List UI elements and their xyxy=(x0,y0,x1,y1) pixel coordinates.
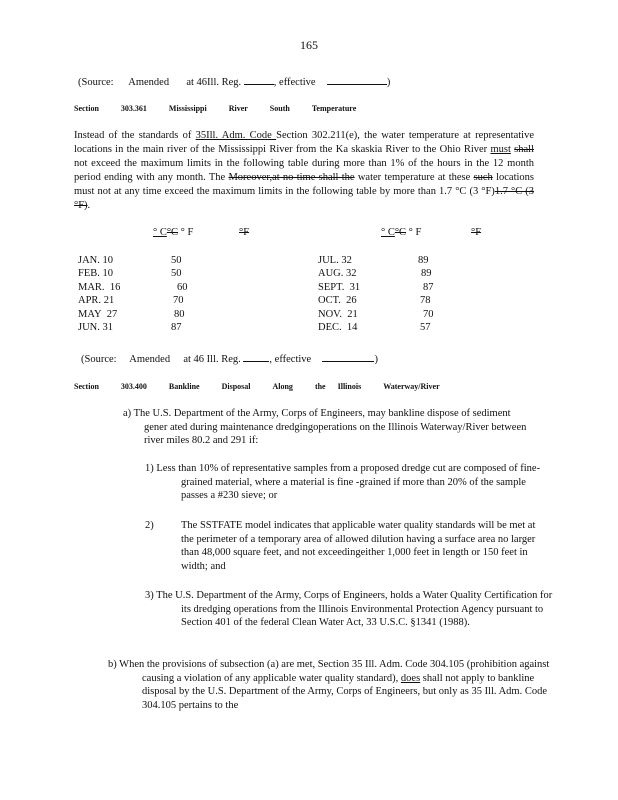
item-2-label: 2) xyxy=(145,520,154,531)
table-header-right-f xyxy=(459,227,481,238)
item-2: The SSTFATE model indicates that applicable water quality standards will be met at the perimeter of a temporary area of allowed dilution having a surface area no larger than 48,000 square feet, and not exceedingeither 1,000 feet in length or 150 feet in width; and xyxy=(181,520,536,572)
fahrenheit-cell: 78 xyxy=(420,295,431,306)
deleted-text: Moreover,at no time shall the xyxy=(228,172,355,183)
celsius-cell: 21 xyxy=(347,309,358,320)
section-code: 303.400 xyxy=(120,382,147,391)
source-label: (Source: xyxy=(81,354,117,365)
text-run: not exceed the maximum limits in the following table during more than 1% of the hours in the 12 month period ending with any month. The xyxy=(74,158,534,183)
section-word: Section xyxy=(74,382,99,391)
item-1: 1) Less than 10% of representative samples from a proposed dredge cut are composed of fine- grained material, where a material is fine -grained if more than 20% of the sample passes a #230 sieve; or xyxy=(145,463,541,501)
table-header-left-f xyxy=(229,227,249,238)
source-note xyxy=(78,74,390,88)
table-row xyxy=(78,295,114,306)
celsius-cell: 32 xyxy=(341,255,352,266)
table-row xyxy=(78,309,117,320)
section-title-word: South xyxy=(269,104,290,113)
section-title-word: Temperature xyxy=(311,104,357,113)
text-run: shall not apply to bankline disposal by the U.S. Department of the Army, Corps of Engineers, but only as 35 Ill. Adm. Code 304.105 pertains to the xyxy=(142,672,547,711)
celsius-cell: 21 xyxy=(103,295,115,306)
header-deleted: °C xyxy=(166,227,179,238)
fahrenheit-cell: 80 xyxy=(174,309,185,320)
month-cell: SEPT. xyxy=(318,282,345,293)
celsius-cell: 16 xyxy=(109,282,121,293)
deleted-text: such xyxy=(473,172,493,183)
section-heading xyxy=(74,382,462,391)
table-row xyxy=(78,268,113,279)
celsius-cell: 32 xyxy=(346,268,357,279)
blank-line xyxy=(322,351,374,362)
fahrenheit-cell: 89 xyxy=(418,255,429,266)
page-number: 165 xyxy=(300,38,318,52)
source-effective: , effective xyxy=(273,77,316,88)
month-cell: OCT. xyxy=(318,295,341,306)
month-cell: FEB. xyxy=(78,268,100,279)
source-close: ) xyxy=(374,354,378,365)
section-code: 303.361 xyxy=(120,104,147,113)
table-row xyxy=(318,322,357,333)
inserted-text: does xyxy=(400,672,421,684)
item-3: 3) The U.S. Department of the Army, Corps of Engineers, holds a Water Quality Certification for its dredging operations from the Illinois Environmental Protection Agency pursuant to Section 401 of the federal Clean Water Act, 33 U.S.C. §1341 (1988). xyxy=(145,590,553,628)
blank-line xyxy=(243,351,269,362)
fahrenheit-cell: 87 xyxy=(171,322,182,333)
subsection-a: a) The U.S. Department of the Army, Corps of Engineers, may bankline dispose of sediment gener ated during maintenance dredgingoperations on the Illinois Waterway/River between river miles 80.2 and 291 if: xyxy=(123,408,527,446)
section-title-word: River xyxy=(228,104,248,113)
celsius-cell: 14 xyxy=(346,322,358,333)
month-cell: MAY xyxy=(78,309,102,320)
celsius-cell: 27 xyxy=(106,309,118,320)
source-register: at 46Ill. Reg. xyxy=(186,77,242,88)
header-deleted: °C xyxy=(394,227,407,238)
header-celsius: ° C xyxy=(381,227,395,238)
section-word: Section xyxy=(74,104,99,113)
section-title-word: Illinois xyxy=(337,382,362,391)
text-run: . xyxy=(87,200,91,211)
month-cell: DEC. xyxy=(318,322,342,333)
header-celsius: ° C xyxy=(153,227,167,238)
section-heading xyxy=(74,104,378,113)
section-title-word: Waterway/River xyxy=(383,382,440,391)
header-fahrenheit: ° F xyxy=(406,227,422,238)
fahrenheit-cell: 50 xyxy=(171,255,182,266)
table-header-right xyxy=(381,227,421,238)
fahrenheit-cell: 57 xyxy=(420,322,431,333)
table-row xyxy=(318,309,358,320)
section-title-word: Mississippi xyxy=(168,104,207,113)
celsius-cell: 26 xyxy=(346,295,357,306)
section-title-word: Bankline xyxy=(168,382,200,391)
table-row xyxy=(78,255,113,266)
header-fahrenheit: ° F xyxy=(178,227,194,238)
source-amended: Amended xyxy=(129,354,171,365)
inserted-text: must xyxy=(490,144,511,155)
celsius-cell: 31 xyxy=(349,282,361,293)
section-title-word: the xyxy=(314,382,326,391)
section-title-word: Along xyxy=(272,382,293,391)
table-row xyxy=(318,282,360,293)
table-row xyxy=(78,282,120,293)
fahrenheit-cell: 50 xyxy=(171,268,182,279)
month-cell: AUG. xyxy=(318,268,344,279)
header-deleted: °F xyxy=(471,227,482,238)
fahrenheit-cell: 89 xyxy=(421,268,432,279)
table-row xyxy=(318,295,357,306)
header-deleted: °F xyxy=(239,227,250,238)
deleted-text: 1.7 °C (3 °F) xyxy=(74,186,535,211)
fahrenheit-cell: 70 xyxy=(173,295,184,306)
body-paragraph xyxy=(74,129,534,213)
celsius-cell: 10 xyxy=(102,255,114,266)
inserted-text: 35Ill. Adm. Code xyxy=(195,130,277,141)
month-cell: JUN. xyxy=(78,322,100,333)
source-register: at 46 Ill. Reg. xyxy=(183,354,241,365)
table-header-left xyxy=(153,227,193,238)
table-row xyxy=(318,255,352,266)
deleted-text: shall xyxy=(514,144,535,155)
month-cell: JAN. xyxy=(78,255,100,266)
month-cell: APR. xyxy=(78,295,102,306)
table-row xyxy=(318,268,357,279)
subsection-b xyxy=(108,658,557,712)
source-effective: , effective xyxy=(269,354,312,365)
fahrenheit-cell: 87 xyxy=(423,282,434,293)
month-cell: MAR. xyxy=(78,282,105,293)
text-run: Instead of the standards of xyxy=(74,130,196,141)
text-run: water temperature at these xyxy=(354,172,474,183)
source-note xyxy=(81,351,378,365)
source-close: ) xyxy=(386,77,391,88)
fahrenheit-cell: 70 xyxy=(423,309,434,320)
text-run: Section 302.211(e), the water temperature at representative locations in the main river of the Mississippi River from the Ka skaskia River to the Ohio River xyxy=(74,130,534,155)
source-label: (Source: xyxy=(78,77,114,88)
fahrenheit-cell: 60 xyxy=(177,282,188,293)
text-run: b) When the provisions of subsection (a) are met, Section 35 Ill. Adm. Code 304.105 (prohibition against causing a violation of any applicable water quality standard), xyxy=(108,659,550,684)
celsius-cell: 31 xyxy=(102,322,114,333)
celsius-cell: 10 xyxy=(102,268,114,279)
text-run: locations must not at any time exceed the maximum limits in the following table by more than 1.7 °C (3 °F) xyxy=(74,172,534,197)
source-amended: Amended xyxy=(128,77,170,88)
month-cell: JUL. xyxy=(318,255,339,266)
blank-line xyxy=(244,74,274,85)
month-cell: NOV. xyxy=(318,309,343,320)
section-title-word: Disposal xyxy=(221,382,251,391)
table-row xyxy=(78,322,113,333)
blank-line xyxy=(327,74,387,85)
